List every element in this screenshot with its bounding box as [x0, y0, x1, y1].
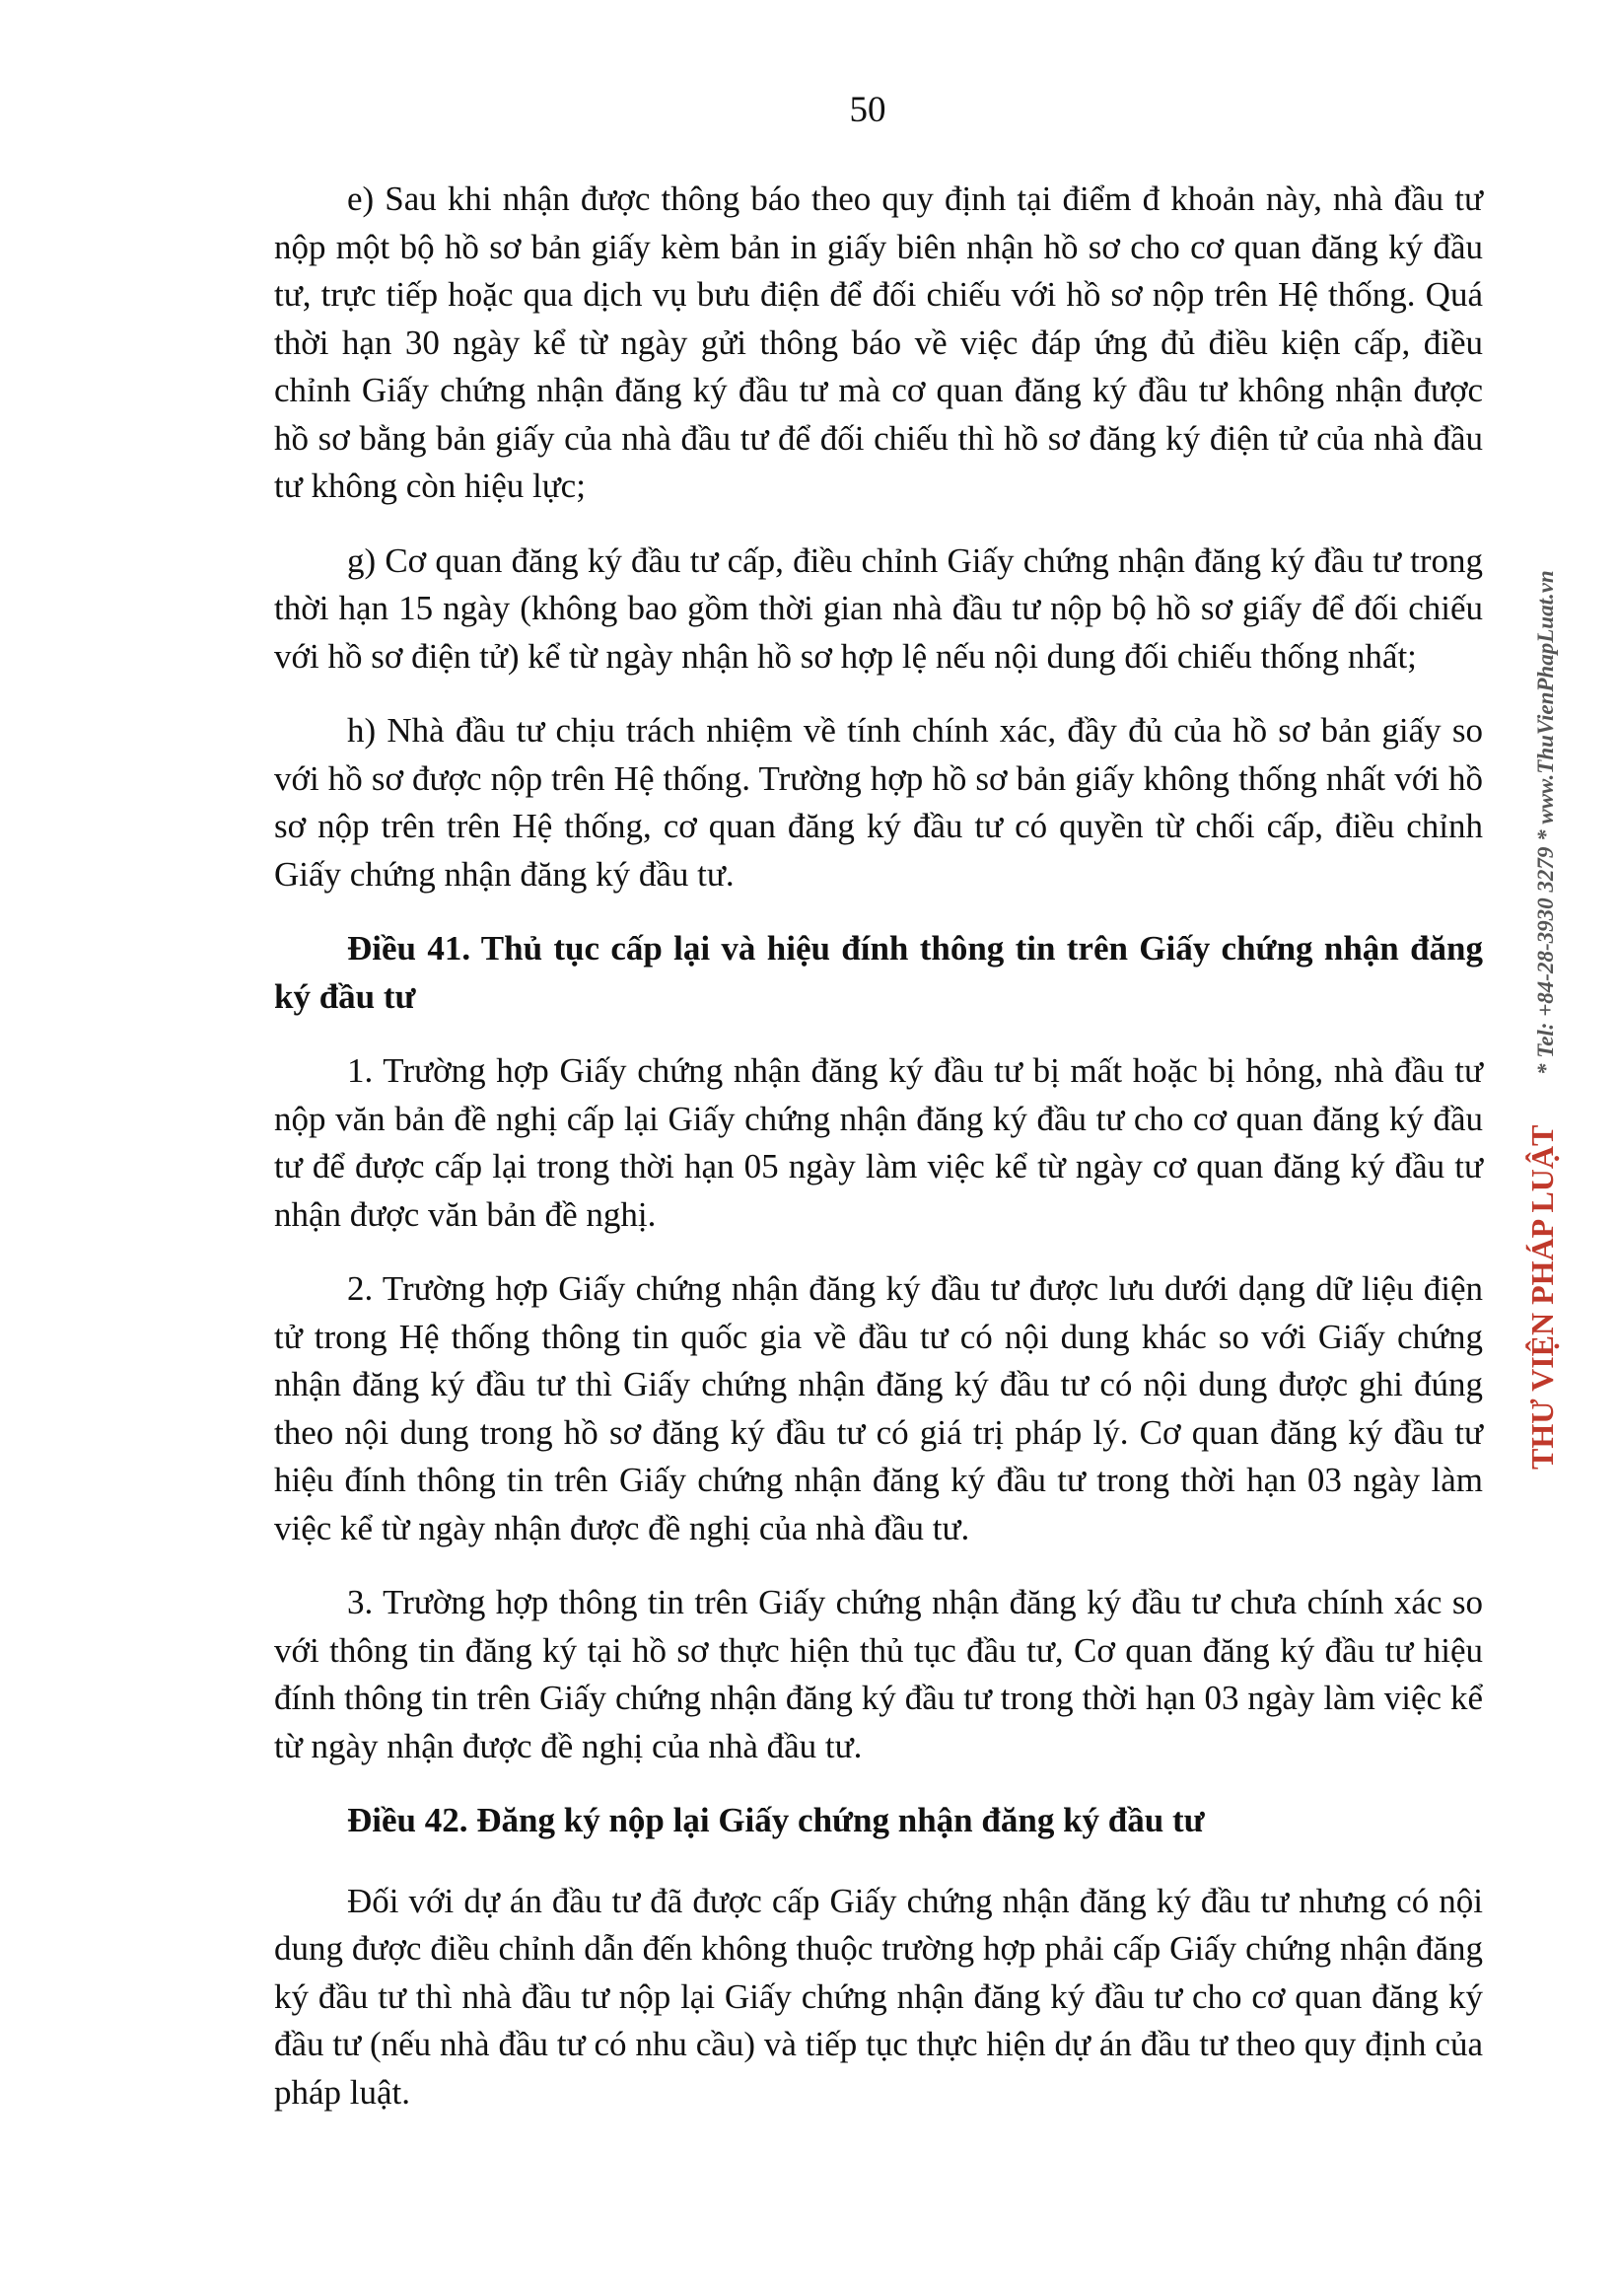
page-number: 50: [849, 90, 886, 130]
document-body: [274, 176, 1483, 2143]
article-41-clause-1: 1. Trường hợp Giấy chứng nhận đăng ký đầu tư bị mất hoặc bị hỏng, nhà đầu tư nộp văn bản đề nghị cấp lại Giấy chứng nhận đăng ký đầu tư cho cơ quan đăng ký đầu tư để được cấp lại trong thời hạn 05 ngày làm việc kể từ ngày cơ quan đăng ký đầu tư nhận được văn bản đề nghị.: [274, 1051, 1483, 1234]
article-41-heading: Điều 41. Thủ tục cấp lại và hiệu đính thông tin trên Giấy chứng nhận đăng ký đầu tư: [274, 929, 1483, 1016]
article-41-clause-3: 3. Trường hợp thông tin trên Giấy chứng nhận đăng ký đầu tư chưa chính xác so với thông tin đăng ký tại hồ sơ thực hiện thủ tục đầu tư, Cơ quan đăng ký đầu tư hiệu đính thông tin trên Giấy chứng nhận đăng ký đầu tư trong thời hạn 03 ngày làm việc kể từ ngày nhận được đề nghị của nhà đầu tư.: [274, 1583, 1483, 1765]
article-42-heading: Điều 42. Đăng ký nộp lại Giấy chứng nhận đăng ký đầu tư: [347, 1801, 1205, 1839]
paragraph-e: e) Sau khi nhận được thông báo theo quy định tại điểm đ khoản này, nhà đầu tư nộp một bộ hồ sơ bản giấy kèm bản in giấy biên nhận hồ sơ cho cơ quan đăng ký đầu tư, trực tiếp hoặc qua dịch vụ bưu điện để đối chiếu với hồ sơ nộp trên Hệ thống. Quá thời hạn 30 ngày kể từ ngày gửi thông báo về việc đáp ứng đủ điều kiện cấp, điều chỉnh Giấy chứng nhận đăng ký đầu tư mà cơ quan đăng ký đầu tư không nhận được hồ sơ bằng bản giấy của nhà đầu tư để đối chiếu thì hồ sơ đăng ký điện tử của nhà đầu tư không còn hiệu lực;: [274, 179, 1483, 505]
watermark-contact: * Tel: +84-28-3930 3279 * www.ThuVienPhapLuat.vn: [1533, 570, 1558, 1075]
watermark: [1506, 523, 1584, 1470]
paragraph-g: g) Cơ quan đăng ký đầu tư cấp, điều chỉnh Giấy chứng nhận đăng ký đầu tư trong thời hạn 15 ngày (không bao gồm thời gian nhà đầu tư nộp bộ hồ sơ giấy để đối chiếu với hồ sơ điện tử) kể từ ngày nhận hồ sơ hợp lệ nếu nội dung đối chiếu thống nhất;: [274, 540, 1483, 676]
paragraph-h: h) Nhà đầu tư chịu trách nhiệm về tính chính xác, đầy đủ của hồ sơ bản giấy so với hồ sơ được nộp trên Hệ thống. Trường hợp hồ sơ bản giấy không thống nhất với hồ sơ nộp trên trên Hệ thống, cơ quan đăng ký đầu tư có quyền từ chối cấp, điều chỉnh Giấy chứng nhận đăng ký đầu tư.: [274, 711, 1483, 894]
article-42-body: Đối với dự án đầu tư đã được cấp Giấy chứng nhận đăng ký đầu tư nhưng có nội dung được điều chỉnh dẫn đến không thuộc trường hợp phải cấp Giấy chứng nhận đăng ký đầu tư thì nhà đầu tư nộp lại Giấy chứng nhận đăng ký đầu tư cho cơ quan đăng ký đầu tư (nếu nhà đầu tư có nhu cầu) và tiếp tục thực hiện dự án đầu tư theo quy định của pháp luật.: [274, 1881, 1483, 2112]
watermark-brand: THƯ VIỆN PHÁP LUẬT: [1524, 1124, 1560, 1470]
watermark-svg: [1506, 523, 1584, 1470]
article-41-clause-2: 2. Trường hợp Giấy chứng nhận đăng ký đầu tư được lưu dưới dạng dữ liệu điện tử trong Hệ thống thông tin quốc gia về đầu tư có nội dung khác so với Giấy chứng nhận đăng ký đầu tư thì Giấy chứng nhận đăng ký đầu tư có nội dung được ghi đúng theo nội dung trong hồ sơ đăng ký đầu tư có giá trị pháp lý. Cơ quan đăng ký đầu tư hiệu đính thông tin trên Giấy chứng nhận đăng ký đầu tư trong thời hạn 03 ngày làm việc kể từ ngày nhận được đề nghị của nhà đầu tư.: [274, 1269, 1483, 1547]
